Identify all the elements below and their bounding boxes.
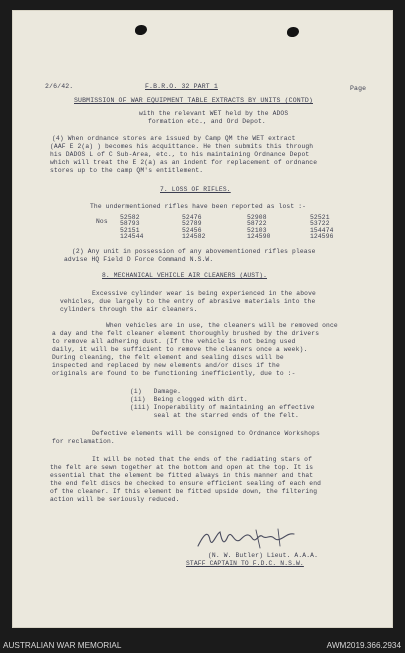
rifle-column xyxy=(247,215,271,241)
section8-line: to remove all adhering dust. (If the vehicle is not being used xyxy=(52,338,296,345)
rifle-number: 52521 xyxy=(310,214,330,221)
section8-line: cylinders through the air cleaners. xyxy=(60,306,198,313)
section8-line: a day and the felt cleaner element thoroughly brushed by the drivers xyxy=(52,330,320,337)
section8-line: Defective elements will be consigned to Ordnance Workshops xyxy=(92,430,320,437)
document-page xyxy=(12,10,393,628)
section7-note: (2) Any unit in possession of any abovementioned rifles please xyxy=(72,248,316,255)
section8-line: action will be seriously reduced. xyxy=(50,496,180,503)
section7-intro: The undermentioned rifles have been reported as lost :- xyxy=(90,203,307,210)
signature-title: STAFF CAPTAIN TO F.D.C. N.S.W. xyxy=(186,560,304,567)
section8-line: of the cleaner. If this element be fitted upside down, the filtering xyxy=(50,488,318,495)
punch-hole xyxy=(135,25,147,35)
section7-title: 7. LOSS OF RIFLES. xyxy=(160,186,231,193)
section8-line: essential that the element be fitted always in this manner and that xyxy=(50,472,314,479)
section8-line: the end felt discs be checked to ensure efficient sealing of each end xyxy=(50,480,322,487)
section8-line: It will be noted that the ends of the radiating stars of xyxy=(92,456,313,463)
archive-footer xyxy=(0,638,405,653)
rifle-number: 53722 xyxy=(310,220,330,228)
para4-line: (4) When ordnance stores are issued by Camp QM the WET extract xyxy=(52,135,296,142)
section8-line: originals are found to be functioning inefficiently, due to :- xyxy=(52,370,296,377)
section7-note: advise HQ Field D Force Command N.S.W. xyxy=(64,256,214,263)
document-subtitle: SUBMISSION OF WAR EQUIPMENT TABLE EXTRACTS BY UNITS (CONTD) xyxy=(74,97,313,104)
section8-line: Excessive cylinder wear is being experienced in the above xyxy=(92,290,316,297)
archive-name: AUSTRALIAN WAR MEMORIAL xyxy=(3,641,122,650)
intro-line: with the relevant WET held by the ADOS xyxy=(139,110,289,117)
section8-line: inspected and replaced by new elements and/or discs if the xyxy=(52,362,280,369)
rifle-number: 52908 xyxy=(247,214,267,221)
rifle-number: 52151 xyxy=(120,226,140,234)
section8-item: (iii) Inoperability of maintaining an effective xyxy=(130,404,315,411)
rifle-number: 124596 xyxy=(310,233,334,241)
section8-line: vehicles, due largely to the entry of abrasive materials into the xyxy=(60,298,316,305)
punch-hole xyxy=(287,27,299,37)
rifle-number: 124590 xyxy=(247,233,271,241)
rifle-number: 58793 xyxy=(120,220,140,228)
rifle-column xyxy=(182,215,206,241)
para4-line: stores up to the camp QM's entitlement. xyxy=(50,167,204,174)
section8-line: daily, it will be sufficient to remove the cleaners once a week). xyxy=(52,346,308,353)
rifle-number: 52103 xyxy=(247,226,267,234)
rifle-number: 52456 xyxy=(182,226,202,234)
intro-line: formation etc., and Ord Depot. xyxy=(148,118,266,125)
rifle-column xyxy=(120,215,144,241)
section8-title: 8. MECHANICAL VEHICLE AIR CLEANERS (AUST). xyxy=(102,272,268,279)
para4-line: (AAF E 2(a) ) becomes his acquittance. He then submits this through xyxy=(50,143,314,150)
section8-line: During cleaning, the felt element and sealing discs will be xyxy=(52,354,284,361)
signature-name: (N. W. Butler) Lieut. A.A.A. xyxy=(208,552,319,559)
page-label: Page xyxy=(350,85,367,92)
section8-line: for reclamation. xyxy=(52,438,115,445)
rifle-column xyxy=(310,215,334,241)
nos-label: Nos xyxy=(96,218,108,225)
rifle-number: 154474 xyxy=(310,226,334,234)
para4-line: which will treat the E 2(a) as an indent for replacement of ordnance xyxy=(50,159,318,166)
rifle-number: 124544 xyxy=(120,233,144,241)
section8-line: When vehicles are in use, the cleaners will be removed once xyxy=(106,322,338,329)
para4-line: his DADOS L of C Sub-Area, etc., to his maintaining Ordnance Depot xyxy=(50,151,310,158)
handwritten-signature xyxy=(194,526,304,552)
rifle-number: 124582 xyxy=(182,233,206,241)
rifle-number: 52789 xyxy=(182,220,202,228)
section8-line: the felt are sewn together at the bottom and open at the top. It is xyxy=(50,464,314,471)
rifle-number: 58722 xyxy=(247,220,267,228)
document-ref: 2/6/42. xyxy=(45,83,74,90)
rifle-number: 52582 xyxy=(120,214,140,221)
document-header: F.B.R.O. 32 PART 1 xyxy=(145,83,218,90)
archive-id: AWM2019.366.2934 xyxy=(326,641,401,650)
rifle-number: 52476 xyxy=(182,214,202,221)
section8-item: (ii) Being clogged with dirt. xyxy=(130,396,248,403)
section8-item: seal at the starred ends of the felt. xyxy=(130,412,299,419)
section8-item: (i) Damage. xyxy=(130,388,182,395)
